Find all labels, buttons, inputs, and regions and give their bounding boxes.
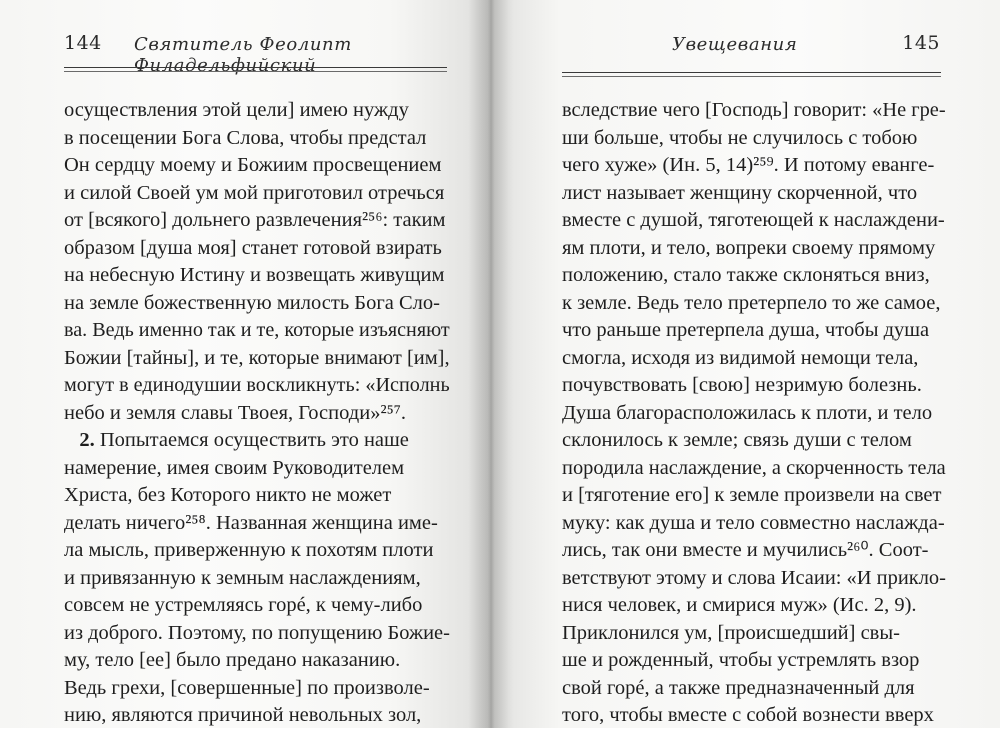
text-line: к земле. Ведь тело претерпело то же самое, <box>562 291 941 314</box>
text-line: в посещении Бога Слова, чтобы предстал <box>64 126 427 149</box>
right-header-rule-thin <box>562 76 941 77</box>
text-line: ва. Ведь именно так и те, которые изъясняют <box>64 319 450 341</box>
text-line: лист называет женщину скорченной, что <box>562 181 918 204</box>
text-line: что раньше претерпела душа, чтобы душа <box>562 319 930 341</box>
text-line: вследствие чего [Господь] говорит: «Не гре- <box>562 99 946 121</box>
text-line: свой горé, а также предназначенный для <box>562 676 915 699</box>
text-line: осуществления этой цели] имею нужду <box>64 99 409 121</box>
text-line: Он сердцу моему и Божиим просвещением <box>64 154 442 176</box>
left-running-header <box>64 30 464 76</box>
text-line: образом [душа моя] станет готовой взирать <box>64 236 442 259</box>
text-line: ше и рожденный, чтобы устремлять взор <box>562 649 920 671</box>
text-line: могут в единодушии воскликнуть: «Исполнь <box>64 374 450 396</box>
text-line: склонилось к земле; связь души с телом <box>562 429 912 451</box>
text-line: породила наслаждение, а скорченность тела <box>562 456 946 479</box>
text-line: ям плоти, и тело, вопреки своему прямому <box>562 236 936 259</box>
text-line: делать ничего²⁵⁸. Названная женщина име- <box>64 511 438 534</box>
text-line: того, чтобы вместе с собой вознести вверх <box>562 704 934 726</box>
right-running-title: Увещевания <box>672 34 798 55</box>
text-line: Ведь грехи, [совершенные] по произволе- <box>64 676 430 699</box>
text-line: смогла, исходя из видимой немощи тела, <box>562 346 919 369</box>
text-line: и силой Своей ум мой приготовил отречься <box>64 181 445 204</box>
text-line: Приклонился ум, [происшедший] свы- <box>562 621 900 644</box>
text-line: из доброго. Поэтому, по попущению Божие- <box>64 621 450 644</box>
text-line: чего хуже» (Ин. 5, 14)²⁵⁹. И потому еванге- <box>562 154 935 176</box>
text-line: Христа, без Которого никто не может <box>64 484 392 506</box>
left-body-text <box>64 97 450 730</box>
text-line: нися человек, и смирися муж» (Ис. 2, 9). <box>562 594 917 616</box>
right-body-text <box>562 97 946 730</box>
text-line: муку: как душа и тело совместно наслажда- <box>562 511 945 534</box>
left-page-number: 144 <box>64 32 102 54</box>
left-header-rule <box>64 67 447 68</box>
text-line: Душа благорасположилась к плоти, и тело <box>562 401 933 424</box>
text-line: лись, так они вместе и мучились²⁶⁰. Соот- <box>562 539 929 561</box>
text-line: ши больше, чтобы не случилось с тобою <box>562 126 918 149</box>
right-header-rule <box>562 72 941 73</box>
right-running-header <box>560 30 940 62</box>
text-line: нию, являются причиной невольных зол, <box>64 704 422 726</box>
text-line: ла мысль, приверженную к похотям плоти <box>64 539 434 561</box>
text-line: му, тело [ее] было предано наказанию. <box>64 649 401 671</box>
text-line: ветствуют этому и слова Исаии: «И прикло- <box>562 566 946 589</box>
text-line: на небесную Истину и возвещать живущим <box>64 264 445 286</box>
text-line: от [всякого] дольнего развлечения²⁵⁶: таким <box>64 209 446 231</box>
text-line: небо и земля славы Твоея, Господи»²⁵⁷. <box>64 401 407 424</box>
text-line: совсем не устремляясь горé, к чему-либо <box>64 594 423 616</box>
paragraph-start-line: 2. Попытаемся осуществить это наше <box>79 429 409 451</box>
text-line: Божии [тайны], и те, которые внимают [им], <box>64 346 450 369</box>
text-line: вместе с душой, тяготеющей к наслаждени- <box>562 209 945 231</box>
text-line: и привязанную к земным наслаждениям, <box>64 566 421 589</box>
text-line: положению, стало также склоняться вниз, <box>562 264 930 286</box>
paragraph-number: 2. <box>79 429 95 451</box>
text-line: намерение, имея своим Руководителем <box>64 456 405 479</box>
left-header-rule-thin <box>64 71 447 72</box>
text-line: почувствовать [свою] незримую болезнь. <box>562 374 922 396</box>
left-running-title: Святитель Феолипт Филадельфийский <box>134 34 352 76</box>
text-line: на земле божественную милость Бога Сло- <box>64 291 440 314</box>
text-line: и [тяготение его] к земле произвели на свет <box>562 484 942 506</box>
right-page-number: 145 <box>902 32 940 54</box>
book-gutter <box>468 0 514 728</box>
